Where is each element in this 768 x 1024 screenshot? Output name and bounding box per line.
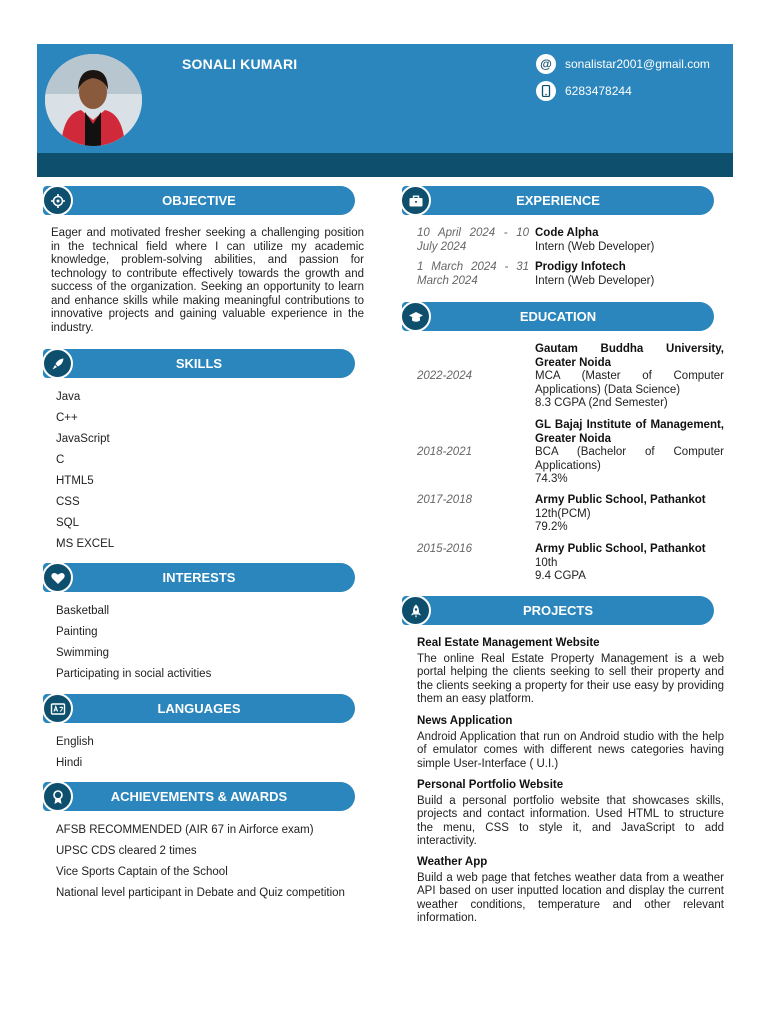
project-title: Real Estate Management Website (417, 637, 600, 649)
education-score: 74.3% (535, 473, 568, 485)
list-item: C (56, 454, 65, 466)
profile-photo (45, 54, 142, 146)
education-entry (417, 419, 724, 487)
list-item: Java (56, 391, 81, 403)
languages-heading (43, 694, 355, 723)
project-description: Build a web page that fetches weather data from a weather API based on user inputted location and display the current weather conditions, temperature and other relevant information. (417, 871, 724, 924)
project-entry (417, 779, 724, 849)
interests-heading (43, 563, 355, 592)
experience-org: Prodigy Infotech (535, 261, 626, 273)
project-title: Weather App (417, 856, 488, 868)
at-icon: @ (536, 54, 556, 74)
project-description: Build a personal portfolio website that showcases skills, projects and contact information. Used HTML to structure the menu, CSS to style it, and JavaScript to add interactivity. (417, 794, 724, 847)
education-title: EDUCATION (519, 309, 597, 324)
achievements-list (56, 823, 364, 900)
heart-icon (42, 562, 73, 593)
education-score: 8.3 CGPA (2nd Semester) (535, 397, 668, 409)
translate-icon (42, 693, 73, 724)
candidate-name: SONALI KUMARI (182, 56, 298, 72)
experience-entry (417, 261, 724, 288)
phone-row (536, 81, 632, 101)
experience-role: Intern (Web Developer) (535, 274, 655, 287)
list-item: Swimming (56, 647, 110, 659)
phone-icon (536, 81, 556, 101)
project-description: The online Real Estate Property Management is a web portal helping the clients seeking to sell their property and the clients seeking a property for their use easy by providing them an easy platform. (417, 652, 724, 705)
education-date: 2015-2016 (417, 543, 472, 555)
education-date: 2017-2018 (417, 494, 472, 506)
skills-title: SKILLS (175, 356, 223, 371)
education-date: 2022-2024 (417, 370, 472, 382)
interests-title: INTERESTS (162, 570, 236, 585)
education-entry (417, 543, 724, 584)
list-item: C++ (56, 412, 78, 424)
objective-heading (43, 186, 355, 215)
experience-date: 10 April 2024 - 10 July 2024 (417, 227, 529, 253)
briefcase-icon (400, 185, 431, 216)
education-score: 79.2% (535, 521, 568, 533)
objective-title: OBJECTIVE (162, 193, 236, 208)
education-institution: Gautam Buddha University, Greater Noida (535, 343, 724, 369)
project-description: Android Application that run on Android studio with the help of emulator comes with different news categories having simple User-Interface ( U.I.) (417, 730, 724, 770)
rocket-icon (400, 595, 431, 626)
list-item: Vice Sports Captain of the School (56, 866, 228, 878)
list-item: CSS (56, 496, 80, 508)
list-item: Basketball (56, 605, 110, 617)
languages-list (56, 735, 94, 777)
phone-text: 6283478244 (565, 84, 632, 98)
list-item: MS EXCEL (56, 538, 115, 550)
email-text[interactable]: sonalistar2001@gmail.com (565, 57, 710, 71)
list-item: JavaScript (56, 433, 110, 445)
list-item: National level participant in Debate and Quiz competition (56, 887, 345, 899)
award-icon (42, 781, 73, 812)
education-entry (417, 494, 724, 535)
list-item: HTML5 (56, 475, 94, 487)
interests-list (56, 604, 211, 688)
education-institution: Army Public School, Pathankot (535, 494, 706, 506)
experience-entry (417, 227, 724, 254)
experience-heading (402, 186, 714, 215)
experience-role: Intern (Web Developer) (535, 240, 655, 253)
education-degree: 10th (535, 556, 558, 569)
education-degree: BCA (Bachelor of Computer Applications) (535, 446, 724, 472)
education-institution: GL Bajaj Institute of Management, Greater Noida (535, 419, 724, 445)
experience-org: Code Alpha (535, 227, 599, 239)
experience-date: 1 March 2024 - 31 March 2024 (417, 261, 529, 287)
email-row (536, 54, 710, 74)
projects-heading (402, 596, 714, 625)
objective-text: Eager and motivated fresher seeking a challenging position in the technical field where I can utilize my academic knowledge, problem-solving abilities, and passion for technology to contribute effectively towards the growth and success of the organization. Seeking an opportunity to learn and enhance skills while making meaningful contributions to innovative projects and gaining valuable experience in the industry. (51, 227, 364, 334)
project-entry (417, 637, 724, 707)
list-item: SQL (56, 517, 80, 529)
header-band (37, 153, 733, 177)
project-title: News Application (417, 715, 513, 727)
achievements-title: ACHIEVEMENTS & AWARDS (110, 789, 288, 804)
experience-title: EXPERIENCE (516, 193, 600, 208)
project-title: Personal Portfolio Website (417, 779, 564, 791)
education-degree: MCA (Master of Computer Applications) (Data Science) (535, 370, 724, 396)
education-heading (402, 302, 714, 331)
achievements-heading (43, 782, 355, 811)
list-item: Participating in social activities (56, 668, 212, 680)
list-item: Hindi (56, 757, 83, 769)
list-item: AFSB RECOMMENDED (AIR 67 in Airforce exam) (56, 824, 314, 836)
project-entry (417, 715, 724, 771)
list-item: UPSC CDS cleared 2 times (56, 845, 197, 857)
crosshair-icon (42, 185, 73, 216)
education-score: 9.4 CGPA (535, 570, 586, 582)
education-institution: Army Public School, Pathankot (535, 543, 706, 555)
list-item: Painting (56, 626, 98, 638)
languages-title: LANGUAGES (157, 701, 241, 716)
education-degree: 12th(PCM) (535, 507, 591, 520)
education-date: 2018-2021 (417, 446, 472, 458)
list-item: English (56, 736, 94, 748)
rocket-icon (42, 348, 73, 379)
education-entry (417, 343, 724, 411)
project-entry (417, 856, 724, 926)
skills-list (56, 390, 114, 558)
projects-title: PROJECTS (522, 603, 594, 618)
graduation-cap-icon (400, 301, 431, 332)
skills-heading (43, 349, 355, 378)
